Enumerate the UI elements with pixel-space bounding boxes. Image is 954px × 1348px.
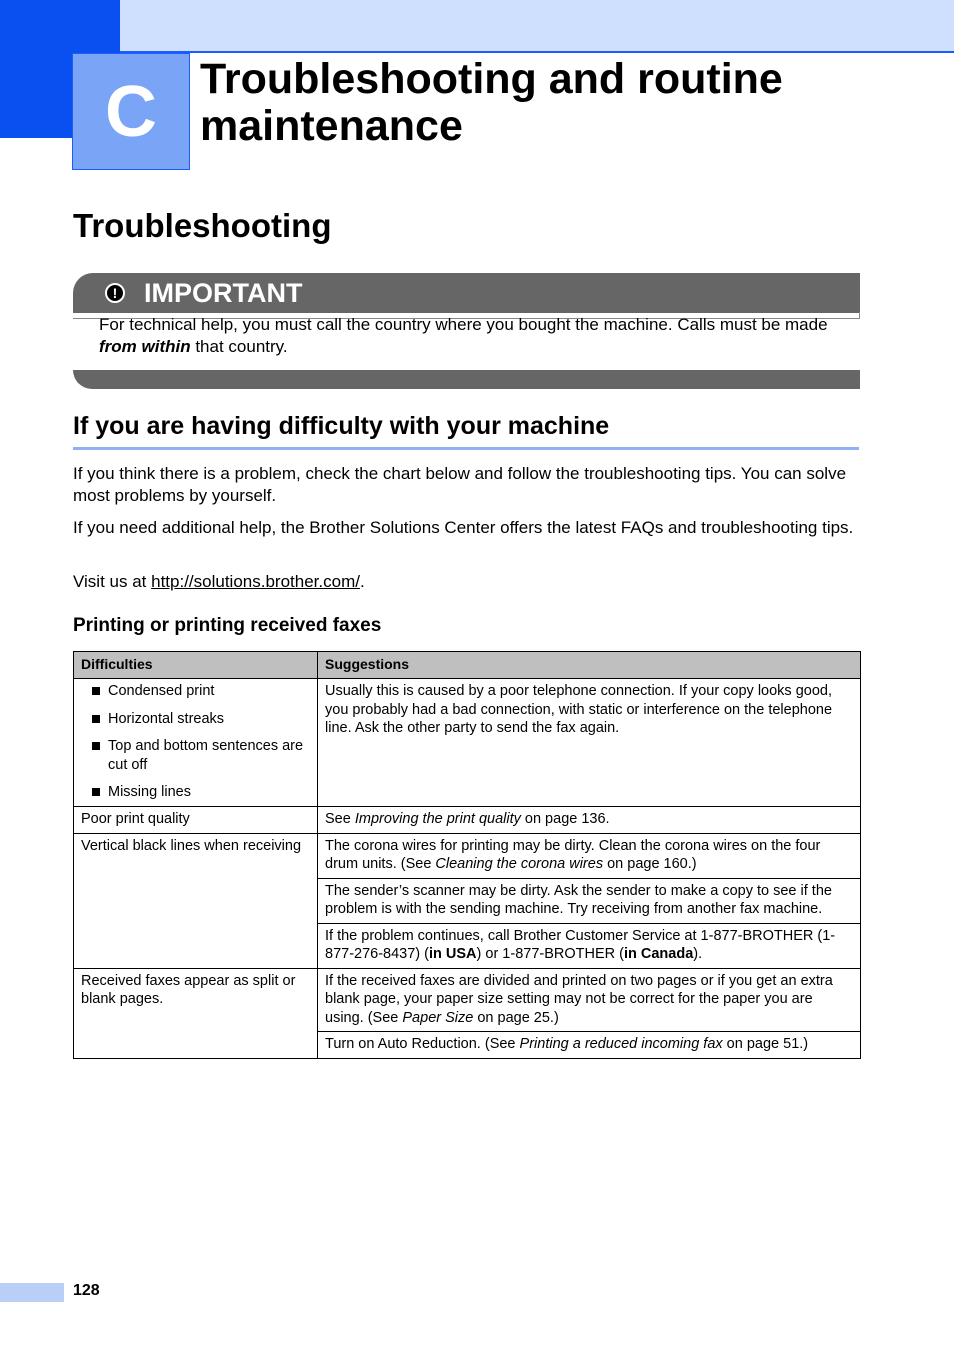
table-row	[74, 833, 861, 878]
table-header-row	[74, 652, 861, 679]
table-row	[74, 807, 861, 834]
square-bullet-icon	[92, 788, 100, 796]
suggestion-cell: If the received faxes are divided and printed on two pages or if you get an extra blank page, your paper size setting may not be correct for the paper you are using. (See Paper Size on page 25.)	[318, 968, 861, 1032]
important-text	[99, 314, 849, 358]
help-paragraph: If you need additional help, the Brother Solutions Center offers the latest FAQs and troubleshooting tips.	[73, 518, 854, 537]
header-band-rule	[120, 51, 954, 53]
solutions-link[interactable]: http://solutions.brother.com/	[151, 572, 360, 591]
table-heading: Printing or printing received faxes	[73, 615, 382, 636]
suggestion-cell: The corona wires for printing may be dirty. Clean the corona wires on the four drum units. (See Cleaning the corona wires on page 160.)	[318, 833, 861, 878]
intro-paragraph: If you think there is a problem, check the chart below and follow the troubleshooting tips. You can solve most problems by yourself.	[73, 464, 847, 505]
suggestion-cell: Turn on Auto Reduction. (See Printing a reduced incoming fax on page 51.)	[318, 1032, 861, 1059]
list-item: Condensed print	[82, 682, 310, 701]
chapter-letter: C	[105, 71, 157, 152]
cross-reference: Paper Size	[402, 1009, 474, 1026]
important-banner	[73, 273, 860, 313]
header-band	[0, 0, 954, 52]
table-row	[74, 968, 861, 1032]
visit-paragraph	[73, 571, 859, 593]
visit-prefix: Visit us at	[73, 572, 152, 591]
cross-reference: Cleaning the corona wires	[435, 856, 604, 872]
important-text-after: that country.	[190, 337, 288, 356]
important-text-before: For technical help, you must call the country where you bought the machine. Calls must be made	[99, 315, 828, 334]
cross-reference: Printing a reduced incoming fax	[519, 1036, 723, 1052]
list-item: Top and bottom sentences are cut off	[82, 737, 310, 774]
important-rule-edge	[859, 312, 860, 319]
list-item: Missing lines	[82, 783, 310, 802]
subsection-title: If you are having difficulty with your machine	[73, 412, 610, 440]
difficulty-cell: Received faxes appear as split or blank pages.	[74, 968, 318, 1058]
suggestion-cell: If the problem continues, call Brother Customer Service at 1-877-BROTHER (1-877-276-8437) (in USA) or 1-877-BROTHER (in Canada).	[318, 923, 861, 968]
page-number-tab	[0, 1283, 64, 1302]
chapter-title	[200, 56, 920, 150]
chapter-letter-box	[72, 53, 190, 170]
suggestion-cell: The sender’s scanner may be dirty. Ask the sender to make a copy to see if the problem is with the sending machine. Try receiving from another fax machine.	[318, 878, 861, 923]
important-label: IMPORTANT	[144, 278, 303, 308]
chapter-title-line2: maintenance	[200, 102, 463, 150]
square-bullet-icon	[92, 742, 100, 750]
chapter-title-line1: Troubleshooting and routine	[200, 55, 783, 103]
list-item: Horizontal streaks	[82, 710, 310, 729]
header-suggestions: Suggestions	[318, 652, 861, 679]
section-title: Troubleshooting	[73, 207, 332, 244]
table-row	[74, 679, 861, 807]
suggestion-cell: Usually this is caused by a poor telephone connection. If your copy looks good, you probably had a bad connection, with static or interference on the telephone line. Ask the other party to send the fax again.	[318, 679, 861, 807]
important-footer-bar	[73, 370, 860, 389]
troubleshooting-table	[73, 651, 861, 1059]
header-difficulties: Difficulties	[74, 652, 318, 679]
square-bullet-icon	[92, 687, 100, 695]
important-emphasis: from within	[99, 337, 191, 356]
suggestion-cell: See Improving the print quality on page 136.	[318, 807, 861, 834]
exclamation-icon: !	[105, 283, 125, 303]
difficulty-cell: Poor print quality	[74, 807, 318, 834]
subsection-rule	[73, 447, 859, 450]
visit-suffix: .	[359, 572, 365, 591]
difficulty-list	[82, 682, 310, 802]
square-bullet-icon	[92, 715, 100, 723]
difficulty-cell	[74, 679, 318, 807]
cross-reference: Improving the print quality	[354, 811, 521, 827]
page-number: 128	[73, 1282, 100, 1299]
difficulty-cell: Vertical black lines when receiving	[74, 833, 318, 968]
